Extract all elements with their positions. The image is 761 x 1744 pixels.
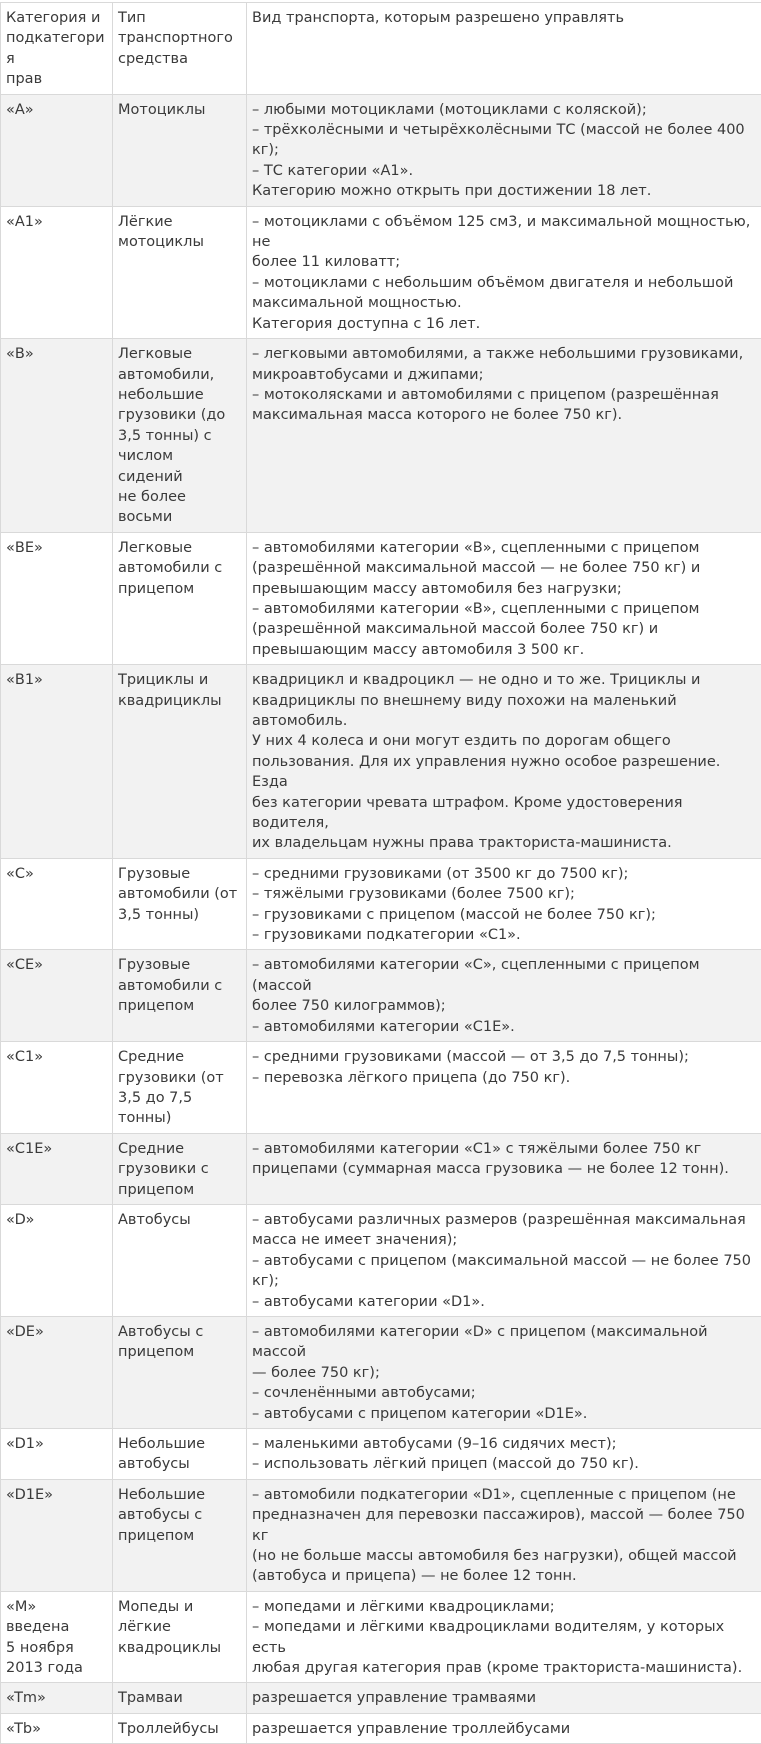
cell-line: – мотоциклами с объёмом 125 см3, и максимальной мощностью, не — [252, 212, 756, 253]
cell-category — [1, 1591, 113, 1683]
cell-line: транспортного — [118, 28, 241, 48]
cell-line: – мотоколясками и автомобилями с прицепом (разрешённая — [252, 385, 756, 405]
table-row — [1, 1133, 761, 1204]
cell-category — [1, 1479, 113, 1591]
cell-line: грузовики (от — [118, 1068, 241, 1088]
cell-category — [1, 1316, 113, 1428]
cell-category — [1, 339, 113, 533]
cell-line: – автомобили подкатегории «D1», сцепленные с прицепом (не — [252, 1485, 756, 1505]
cell-line: максимальной мощностью. — [252, 293, 756, 313]
header-category — [1, 3, 113, 95]
cell-category — [1, 1204, 113, 1316]
cell-line: – мопедами и лёгкими квадроциклами; — [252, 1597, 756, 1617]
cell-line: их владельцам нужны права тракториста-машиниста. — [252, 833, 756, 853]
cell-line: 2013 года — [6, 1658, 107, 1678]
cell-allowed-vehicles — [247, 858, 761, 950]
cell-line: микроавтобусами и джипами; — [252, 365, 756, 385]
cell-allowed-vehicles — [247, 950, 761, 1042]
table-row — [1, 94, 761, 206]
cell-line: превышающим массу автомобиля 3 500 кг. — [252, 640, 756, 660]
cell-line: квадрицикл и квадроцикл — не одно и то же. Трициклы и — [252, 670, 756, 690]
cell-line: Трициклы и — [118, 670, 241, 690]
cell-line: более 11 киловатт; — [252, 252, 756, 272]
cell-line: Средние — [118, 1139, 241, 1159]
cell-line: Лёгкие — [118, 212, 241, 232]
cell-allowed-vehicles — [247, 339, 761, 533]
cell-line: пользования. Для их управления нужно особое разрешение. Езда — [252, 752, 756, 793]
cell-vehicle-type — [113, 1042, 247, 1134]
cell-line: «Tb» — [6, 1719, 107, 1739]
cell-line: Трамваи — [118, 1688, 241, 1708]
cell-line: Мотоциклы — [118, 100, 241, 120]
cell-line: любая другая категория прав (кроме тракториста-машиниста). — [252, 1658, 756, 1678]
cell-line: разрешается управление троллейбусами — [252, 1719, 756, 1739]
cell-line: тонны) — [118, 1108, 241, 1128]
cell-vehicle-type — [113, 1713, 247, 1743]
cell-allowed-vehicles — [247, 665, 761, 859]
cell-category — [1, 1042, 113, 1134]
cell-line: максимальная масса которого не более 750 кг). — [252, 405, 756, 425]
table-row — [1, 1683, 761, 1713]
cell-line: «DE» — [6, 1322, 107, 1342]
cell-line: «Tm» — [6, 1688, 107, 1708]
cell-line: «А» — [6, 100, 107, 120]
cell-vehicle-type — [113, 1133, 247, 1204]
table-row — [1, 950, 761, 1042]
cell-category — [1, 858, 113, 950]
cell-line: прицепом — [118, 1342, 241, 1362]
cell-vehicle-type — [113, 1204, 247, 1316]
cell-line: Автобусы с — [118, 1322, 241, 1342]
cell-line: 3,5 тонны) с — [118, 426, 241, 446]
cell-line: (но не больше массы автомобиля без нагрузки), общей массой — [252, 1546, 756, 1566]
cell-line: квадрициклы — [118, 691, 241, 711]
cell-line: разрешается управление трамваями — [252, 1688, 756, 1708]
cell-line: – легковыми автомобилями, а также небольшими грузовиками, — [252, 344, 756, 364]
table-row — [1, 1042, 761, 1134]
cell-line: Легковые — [118, 538, 241, 558]
cell-line: Средние — [118, 1047, 241, 1067]
header-allowed-vehicles — [247, 3, 761, 95]
cell-line: лёгкие — [118, 1617, 241, 1637]
cell-allowed-vehicles — [247, 1042, 761, 1134]
cell-line: «D1E» — [6, 1485, 107, 1505]
cell-line: – средними грузовиками (от 3500 кг до 7500 кг); — [252, 864, 756, 884]
cell-line: автомобили с — [118, 558, 241, 578]
cell-line: автомобили (от — [118, 884, 241, 904]
cell-vehicle-type — [113, 1316, 247, 1428]
table-row — [1, 1204, 761, 1316]
cell-line: – трёхколёсными и четырёхколёсными ТС (массой не более 400 — [252, 120, 756, 140]
cell-category — [1, 1713, 113, 1743]
cell-line: кг); — [252, 140, 756, 160]
cell-line: «В1» — [6, 670, 107, 690]
cell-vehicle-type — [113, 94, 247, 206]
cell-line: «А1» — [6, 212, 107, 232]
cell-line: Легковые — [118, 344, 241, 364]
header-vehicle-type — [113, 3, 247, 95]
cell-line: Грузовые — [118, 864, 241, 884]
cell-vehicle-type — [113, 532, 247, 664]
cell-line: превышающим массу автомобиля без нагрузки; — [252, 579, 756, 599]
cell-line: прицепом — [118, 1180, 241, 1200]
cell-allowed-vehicles — [247, 1316, 761, 1428]
table-row — [1, 1713, 761, 1743]
cell-line: «М» — [6, 1597, 107, 1617]
cell-line: «СЕ» — [6, 955, 107, 975]
cell-line: Вид транспорта, которым разрешено управлять — [252, 8, 756, 28]
cell-line: У них 4 колеса и они могут ездить по дорогам общего — [252, 731, 756, 751]
cell-line: «D1» — [6, 1434, 107, 1454]
cell-line: Небольшие — [118, 1434, 241, 1454]
cell-line: небольшие — [118, 385, 241, 405]
cell-line: «С1» — [6, 1047, 107, 1067]
cell-allowed-vehicles — [247, 1204, 761, 1316]
cell-line: прицепом — [118, 1526, 241, 1546]
cell-line: прицепом — [118, 579, 241, 599]
cell-line: кг); — [252, 1271, 756, 1291]
cell-allowed-vehicles — [247, 1591, 761, 1683]
cell-line: подкатегория — [6, 28, 107, 69]
cell-line: – автомобилями категории «D» с прицепом (максимальной массой — [252, 1322, 756, 1363]
cell-line: (автобуса и прицепа) — не более 12 тонн. — [252, 1566, 756, 1586]
cell-line: – использовать лёгкий прицеп (массой до 750 кг). — [252, 1454, 756, 1474]
table-body — [1, 3, 761, 1744]
cell-allowed-vehicles — [247, 206, 761, 338]
cell-line: 3,5 до 7,5 — [118, 1088, 241, 1108]
cell-line: Автобусы — [118, 1210, 241, 1230]
cell-line: «ВЕ» — [6, 538, 107, 558]
cell-line: «В» — [6, 344, 107, 364]
table-row — [1, 1479, 761, 1591]
cell-line: Мопеды и — [118, 1597, 241, 1617]
cell-category — [1, 94, 113, 206]
cell-category — [1, 665, 113, 859]
cell-line: без категории чревата штрафом. Кроме удостоверения водителя, — [252, 793, 756, 834]
cell-line: мотоциклы — [118, 232, 241, 252]
cell-allowed-vehicles — [247, 1429, 761, 1480]
cell-line: – автомобилями категории «В», сцепленными с прицепом — [252, 599, 756, 619]
cell-line: Категорию можно открыть при достижении 18 лет. — [252, 181, 756, 201]
cell-line: – автомобилями категории «В», сцепленными с прицепом — [252, 538, 756, 558]
cell-vehicle-type — [113, 1683, 247, 1713]
cell-line: введена — [6, 1617, 107, 1637]
cell-allowed-vehicles — [247, 532, 761, 664]
cell-line: (разрешённой максимальной массой — не более 750 кг) и — [252, 558, 756, 578]
cell-line: – автобусами различных размеров (разрешённая максимальная — [252, 1210, 756, 1230]
cell-category — [1, 1429, 113, 1480]
cell-line: – автомобилями категории «С1Е». — [252, 1017, 756, 1037]
license-categories-table — [0, 2, 761, 1744]
cell-line: — более 750 кг); — [252, 1363, 756, 1383]
cell-line: – перевозка лёгкого прицепа (до 750 кг). — [252, 1068, 756, 1088]
cell-line: квадроциклы — [118, 1638, 241, 1658]
cell-line: – любыми мотоциклами (мотоциклами с коляской); — [252, 100, 756, 120]
cell-line: более 750 килограммов); — [252, 996, 756, 1016]
cell-line: прав — [6, 69, 107, 89]
cell-category — [1, 1683, 113, 1713]
cell-line: «С1Е» — [6, 1139, 107, 1159]
cell-vehicle-type — [113, 858, 247, 950]
cell-line: числом сидений — [118, 446, 241, 487]
cell-line: масса не имеет значения); — [252, 1230, 756, 1250]
table-row — [1, 665, 761, 859]
cell-line: средства — [118, 49, 241, 69]
cell-line: – средними грузовиками (массой — от 3,5 до 7,5 тонны); — [252, 1047, 756, 1067]
cell-category — [1, 1133, 113, 1204]
cell-vehicle-type — [113, 1429, 247, 1480]
cell-line: прицепами (суммарная масса грузовика — не более 12 тонн). — [252, 1159, 756, 1179]
cell-line: автобусы с — [118, 1505, 241, 1525]
table-row — [1, 206, 761, 338]
cell-category — [1, 206, 113, 338]
cell-line: – автобусами категории «D1». — [252, 1292, 756, 1312]
cell-line: – автобусами с прицепом (максимальной массой — не более 750 — [252, 1251, 756, 1271]
cell-line: Категория и — [6, 8, 107, 28]
cell-line: – автомобилями категории «С1» с тяжёлыми более 750 кг — [252, 1139, 756, 1159]
cell-vehicle-type — [113, 665, 247, 859]
cell-line: – сочленёнными автобусами; — [252, 1383, 756, 1403]
cell-category — [1, 950, 113, 1042]
table-row — [1, 1316, 761, 1428]
table-row — [1, 1429, 761, 1480]
cell-line: «С» — [6, 864, 107, 884]
cell-line: грузовики (до — [118, 405, 241, 425]
cell-vehicle-type — [113, 206, 247, 338]
cell-line: – ТС категории «А1». — [252, 161, 756, 181]
cell-line: 3,5 тонны) — [118, 905, 241, 925]
cell-line: автобусы — [118, 1454, 241, 1474]
cell-line: Грузовые — [118, 955, 241, 975]
cell-line: – мопедами и лёгкими квадроциклами водителям, у которых есть — [252, 1617, 756, 1658]
table-row — [1, 1591, 761, 1683]
cell-vehicle-type — [113, 1479, 247, 1591]
cell-line: Троллейбусы — [118, 1719, 241, 1739]
cell-line: – автобусами с прицепом категории «D1E». — [252, 1404, 756, 1424]
cell-category — [1, 532, 113, 664]
cell-line: предназначен для перевозки пассажиров), массой — более 750 кг — [252, 1505, 756, 1546]
table-row — [1, 532, 761, 664]
cell-line: грузовики с — [118, 1159, 241, 1179]
cell-allowed-vehicles — [247, 1133, 761, 1204]
table-header-row — [1, 3, 761, 95]
cell-vehicle-type — [113, 1591, 247, 1683]
cell-line: Небольшие — [118, 1485, 241, 1505]
table-row — [1, 339, 761, 533]
cell-line: – грузовиками подкатегории «С1». — [252, 925, 756, 945]
table-row — [1, 858, 761, 950]
cell-line: автомобили, — [118, 365, 241, 385]
cell-line: Тип — [118, 8, 241, 28]
cell-line: Категория доступна с 16 лет. — [252, 314, 756, 334]
cell-line: – мотоциклами с небольшим объёмом двигателя и небольшой — [252, 273, 756, 293]
cell-allowed-vehicles — [247, 1713, 761, 1743]
cell-vehicle-type — [113, 950, 247, 1042]
cell-line: не более восьми — [118, 487, 241, 528]
cell-line: «D» — [6, 1210, 107, 1230]
cell-line: (разрешённой максимальной массой более 750 кг) и — [252, 619, 756, 639]
cell-allowed-vehicles — [247, 1479, 761, 1591]
cell-line: квадрициклы по внешнему виду похожи на маленький автомобиль. — [252, 691, 756, 732]
cell-line: – маленькими автобусами (9–16 сидячих мест); — [252, 1434, 756, 1454]
cell-allowed-vehicles — [247, 94, 761, 206]
cell-line: 5 ноября — [6, 1638, 107, 1658]
cell-allowed-vehicles — [247, 1683, 761, 1713]
cell-line: – грузовиками с прицепом (массой не более 750 кг); — [252, 905, 756, 925]
cell-line: прицепом — [118, 996, 241, 1016]
cell-line: автомобили с — [118, 976, 241, 996]
cell-line: – автомобилями категории «С», сцепленными с прицепом (массой — [252, 955, 756, 996]
cell-line: – тяжёлыми грузовиками (более 7500 кг); — [252, 884, 756, 904]
cell-vehicle-type — [113, 339, 247, 533]
